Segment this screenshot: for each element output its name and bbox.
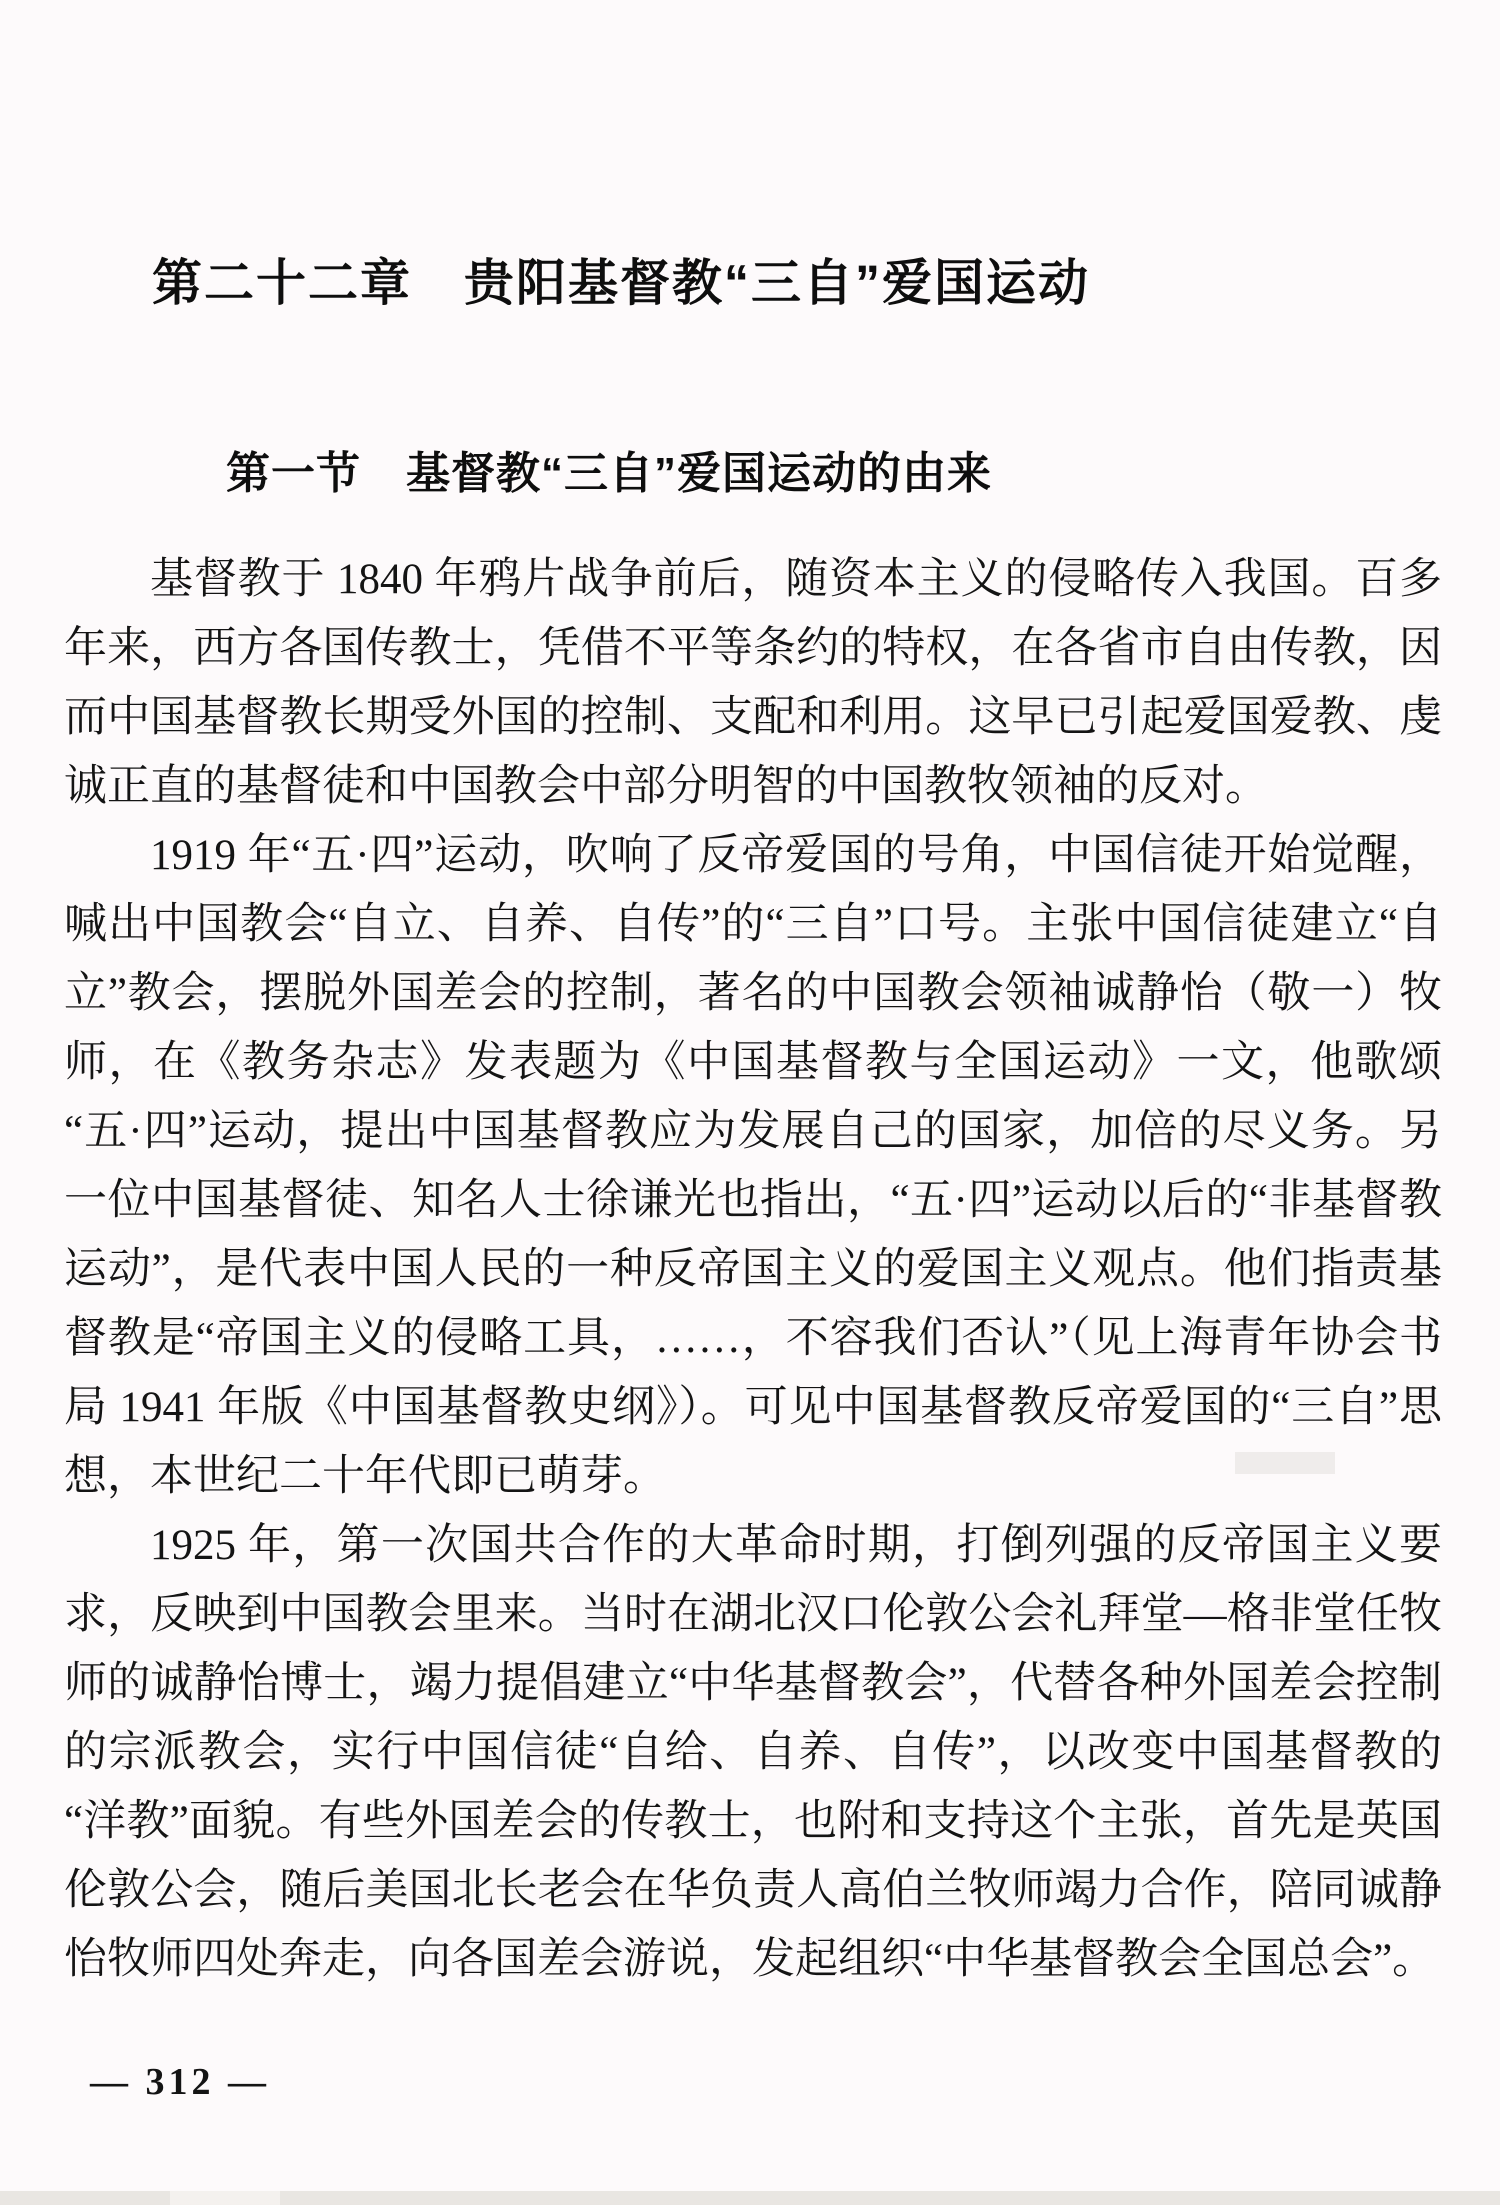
paragraph: 1919 年“五·四”运动，吹响了反帝爱国的号角，中国信徒开始觉醒，喊出中国教会“自立、自养、自传”的“三自”口号。主张中国信徒建立“自立”教会，摆脱外国差会的控制，著名的中国教会领袖诚静怡（敬一）牧师，在《教务杂志》发表题为《中国基督教与全国运动》一文，他歌颂“五·四”运动，提出中国基督教应为发展自己的国家，加倍的尽义务。另一位中国基督徒、知名人士徐谦光也指出，“五·四”运动以后的“非基督教运动”，是代表中国人民的一种反帝国主义的爱国主义观点。他们指责基督教是“帝国主义的侵略工具，……，不容我们否认”（见上海青年协会书局 1941 年版《中国基督教史纲》）。可见中国基督教反帝爱国的“三自”思想，本世纪二十年代即已萌芽。 (64, 832, 1442, 1500)
page-number: — 312 — (90, 2061, 270, 2103)
scan-edge-gap (170, 2191, 280, 2205)
scan-edge-strip (0, 2191, 1500, 2205)
scan-artifact (1235, 1452, 1335, 1474)
body-text (64, 545, 1442, 1994)
paragraph: 1925 年，第一次国共合作的大革命时期，打倒列强的反帝国主义要求，反映到中国教会里来。当时在湖北汉口伦敦公会礼拜堂—格非堂任牧师的诚静怡博士，竭力提倡建立“中华基督教会”，代替各种外国差会控制的宗派教会，实行中国信徒“自给、自养、自传”，以改变中国基督教的“洋教”面貌。有些外国差会的传教士，也附和支持这个主张，首先是英国伦敦公会，随后美国北长老会在华负责人高伯兰牧师竭力合作，陪同诚静怡牧师四处奔走，向各国差会游说，发起组织“中华基督教会全国总会”。 (64, 1522, 1442, 1983)
chapter-title: 第二十二章 贵阳基督教“三自”爱国运动 (152, 255, 1090, 311)
paragraph: 基督教于 1840 年鸦片战争前后，随资本主义的侵略传入我国。百多年来，西方各国传教士，凭借不平等条约的特权，在各省市自由传教，因而中国基督教长期受外国的控制、支配和利用。这早已引起爱国爱教、虔诚正直的基督徒和中国教会中部分明智的中国教牧领袖的反对。 (64, 556, 1442, 810)
section-title: 第一节 基督教“三自”爱国运动的由来 (226, 449, 992, 498)
